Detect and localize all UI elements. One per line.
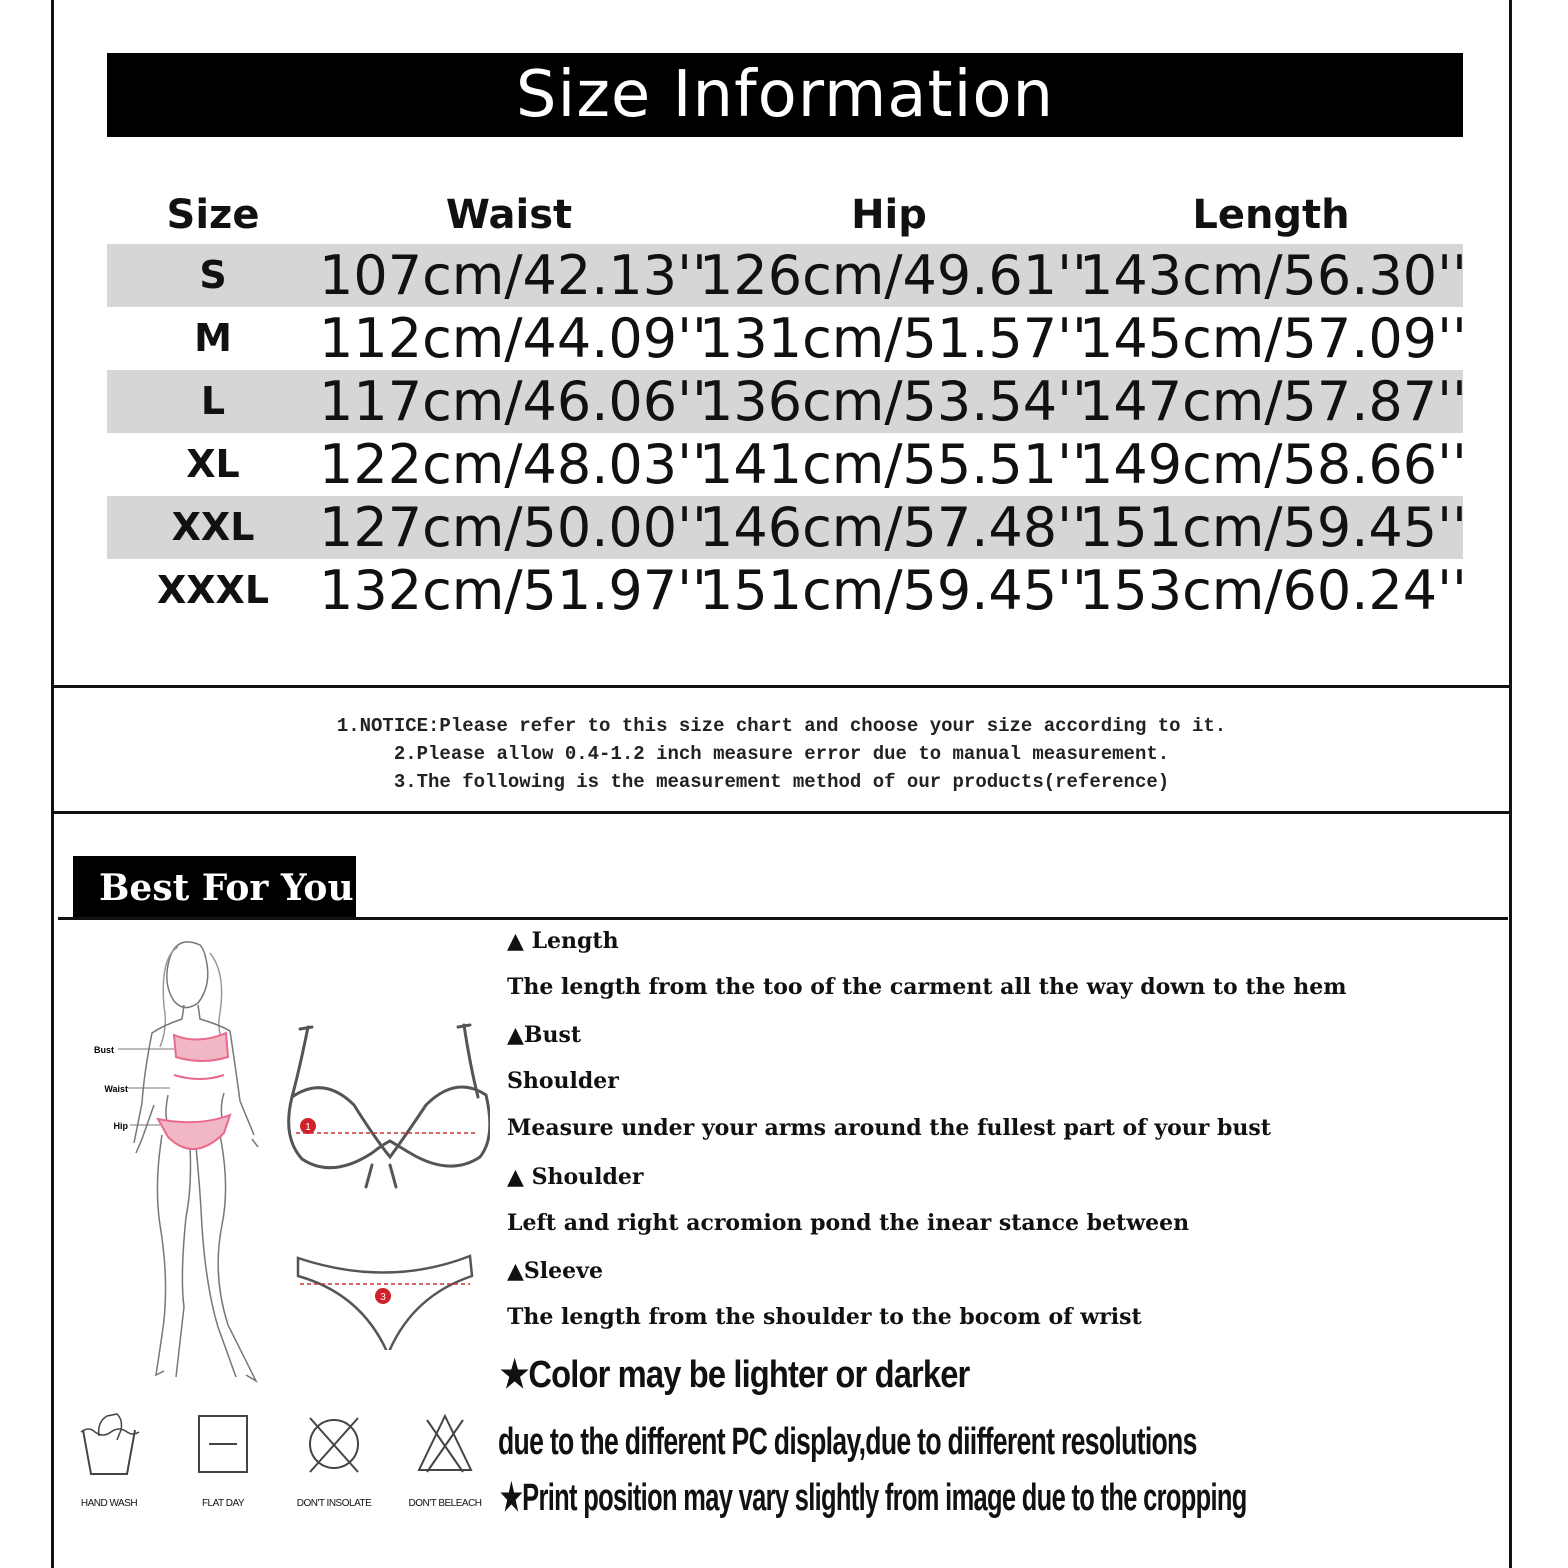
- cell-length: 153cm/60.24'': [1079, 559, 1467, 622]
- shoulder-word: Shoulder: [507, 1068, 619, 1094]
- best-for-you-label: Best For You: [99, 867, 354, 909]
- model-figure-illustration: [70, 925, 280, 1395]
- header-length: Length: [1192, 192, 1350, 238]
- table-row: [107, 496, 1467, 559]
- cell-hip: 151cm/59.45'': [699, 559, 1087, 622]
- dont-bleach-icon: [413, 1410, 477, 1476]
- cell-hip: 146cm/57.48'': [699, 496, 1087, 559]
- notice-block: [54, 712, 1509, 796]
- care-label: FLAT DAY: [201, 1498, 245, 1509]
- cell-length: 147cm/57.87'': [1079, 370, 1467, 433]
- cell-waist: 127cm/50.00'': [319, 496, 707, 559]
- divider-top: [51, 685, 1512, 688]
- flat-dry-icon: [195, 1410, 251, 1476]
- cell-hip: 131cm/51.57'': [699, 307, 1087, 370]
- panty-marker-label: 3: [380, 1292, 386, 1303]
- best-for-you-tab: [73, 856, 356, 920]
- notice-line: 3.The following is the measurement method of our products(reference): [393, 771, 1170, 793]
- figure-label-hip: Hip: [113, 1121, 128, 1131]
- disclaimer-color: ★Color may be lighter or darker: [500, 1354, 970, 1396]
- shoulder-description: Left and right acromion pond the inear stance between: [507, 1210, 1190, 1236]
- bust-title: ▲Bust: [507, 1022, 582, 1048]
- cell-waist: 107cm/42.13'': [319, 244, 707, 307]
- care-flat-dry: [178, 1410, 268, 1509]
- hand-wash-icon: [77, 1410, 141, 1476]
- cell-waist: 112cm/44.09'': [319, 307, 707, 370]
- cell-size: S: [199, 253, 227, 297]
- disclaimer-print-position: ★Print position may vary slightly from image due to the cropping: [500, 1477, 1247, 1519]
- care-label: DON'T INSOLATE: [296, 1498, 372, 1509]
- sleeve-title: ▲Sleeve: [507, 1258, 603, 1284]
- cell-size: XXXL: [156, 568, 270, 612]
- figure-label-bust: Bust: [94, 1045, 114, 1055]
- bra-marker-label: 1: [305, 1122, 311, 1133]
- sleeve-description: The length from the shoulder to the bocom of wrist: [507, 1304, 1142, 1330]
- header-waist: Waist: [445, 192, 573, 238]
- cell-size: XL: [186, 442, 240, 486]
- care-label: HAND WASH: [80, 1498, 138, 1509]
- divider-bottom: [51, 811, 1512, 814]
- care-dont-insolate: [289, 1410, 379, 1509]
- table-row: [107, 307, 1467, 370]
- notice-line: 1.NOTICE:Please refer to this size chart and choose your size according to it.: [336, 715, 1227, 737]
- care-hand-wash: [64, 1410, 154, 1509]
- length-description: The length from the too of the carment all the way down to the hem: [507, 974, 1347, 1000]
- cell-hip: 126cm/49.61'': [699, 244, 1087, 307]
- best-for-you-rule: [58, 917, 1508, 920]
- cell-waist: 117cm/46.06'': [319, 370, 707, 433]
- length-title: ▲ Length: [507, 928, 619, 954]
- size-table: [107, 186, 1467, 622]
- table-row: [107, 559, 1467, 622]
- table-row: [107, 370, 1467, 433]
- figure-label-waist: Waist: [104, 1084, 128, 1094]
- bra-measure-illustration: [280, 1015, 490, 1195]
- cell-length: 151cm/59.45'': [1079, 496, 1467, 559]
- cell-size: M: [194, 316, 232, 360]
- notice-line: 2.Please allow 0.4-1.2 inch measure error due to manual measurement.: [393, 743, 1170, 765]
- title-banner: [107, 53, 1463, 137]
- cell-size: L: [200, 379, 226, 423]
- header-hip: Hip: [851, 192, 927, 238]
- cell-size: XXL: [171, 505, 255, 549]
- page-title: Size Information: [515, 58, 1055, 132]
- dont-insolate-icon: [302, 1410, 366, 1476]
- table-row: [107, 244, 1467, 307]
- cell-waist: 122cm/48.03'': [319, 433, 707, 496]
- cell-waist: 132cm/51.97'': [319, 559, 707, 622]
- table-row: [107, 433, 1467, 496]
- disclaimer-pc-display: due to the different PC display,due to diifferent resolutions: [498, 1421, 1197, 1463]
- care-label: DON'T BELEACH: [408, 1498, 482, 1509]
- cell-length: 143cm/56.30'': [1079, 244, 1467, 307]
- shoulder-title: ▲ Shoulder: [507, 1164, 644, 1190]
- header-size: Size: [166, 192, 260, 238]
- frame-right-border: [1509, 0, 1512, 1568]
- table-header: [107, 186, 1463, 244]
- cell-hip: 141cm/55.51'': [699, 433, 1087, 496]
- care-dont-bleach: [400, 1410, 490, 1509]
- bust-description: Measure under your arms around the fullest part of your bust: [507, 1115, 1271, 1141]
- panty-measure-illustration: [290, 1250, 480, 1350]
- cell-hip: 136cm/53.54'': [699, 370, 1087, 433]
- cell-length: 145cm/57.09'': [1079, 307, 1467, 370]
- cell-length: 149cm/58.66'': [1079, 433, 1467, 496]
